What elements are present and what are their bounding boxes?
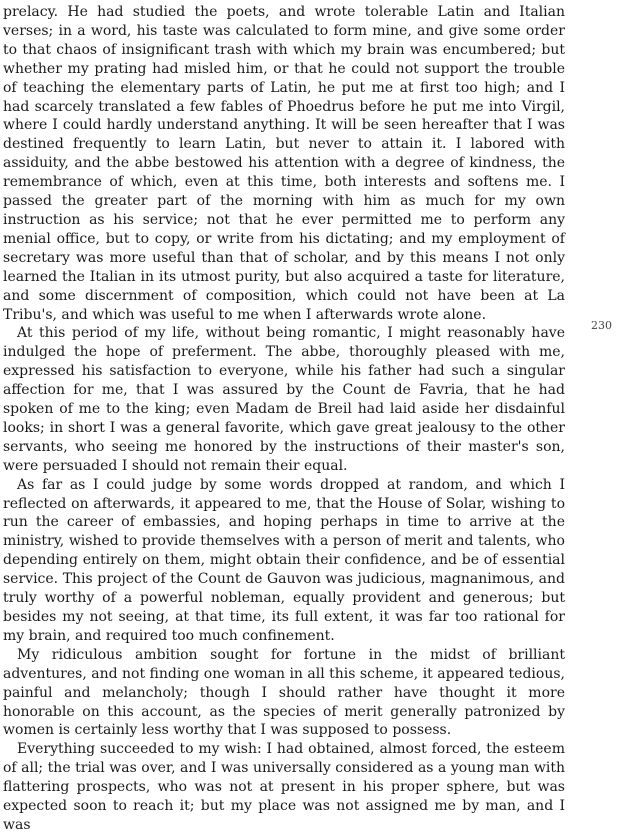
paragraph-preferment: At this period of my life, without being romantic, I might reasonably have indulged the hope of preferment. The abbe, thoroughly pleased with me, expressed his satisfaction to everyone, while his father had such a singular affection for me, that I was assured by the Count de Favria, that he had spoken of me to the king; even Madam de Breil had laid aside her disdainful looks; in short I was a general favorite, which gave great jealousy to the other servants, who seeing me honored by the instructions of their master's son, were persuaded I should not remain their equal. [3,325,565,474]
paragraph-continuation: prelacy. He had studied the poets, and wrote tolerable Latin and Italian verses; in a word, his taste was calculated to form mine, and give some order to that chaos of insignificant trash with which my brain was encumbered; but whether my prating had misled him, or that he could not support the trouble of teaching the elementary parts of Latin, he put me at first too high; and I had scarcely translated a few fables of Phoedrus before he put me into Virgil, where I could hardly understand anything. It will be seen hereafter that I was destined frequently to learn Latin, but never to attain it. I labored with assiduity, and the abbe bestowed his attention with a degree of kindness, the remembrance of which, even at this time, both interests and softens me. I passed the greater part of the morning with him as much for my own instruction as his service; not that he ever permitted me to perform any menial office, but to copy, or write from his dictating; and my employment of secretary was more useful than that of scholar, and by this means I not only learned the Italian in its utmost purity, but also acquired a taste for literature, and some discernment of composition, which could not have been at La Tribu's, and which was useful to me when I afterwards wrote alone. [3,4,565,323]
book-page-text [3,3,565,835]
paragraph-house-of-solar: As far as I could judge by some words dropped at random, and which I reflected on afterwards, it appeared to me, that the House of Solar, wishing to run the career of embassies, and hoping perhaps in time to arrive at the ministry, wished to provide themselves with a person of merit and talents, who depending entirely on them, might obtain their confidence, and be of essential service. This project of the Count de Gauvon was judicious, magnanimous, and truly worthy of a powerful nobleman, equally provident and generous; but besides my not seeing, at that time, its full extent, it was far too rational for my brain, and required too much confinement. [3,476,565,644]
paragraph-everything-succeeded: Everything succeeded to my wish: I had obtained, almost forced, the esteem of all; the trial was over, and I was universally considered as a young man with flattering prospects, who was not at present in his proper sphere, but was expected soon to reach it; but my place was not assigned me by man, and I was [3,741,565,833]
page-number: 230 [591,319,612,332]
paragraph-ambition: My ridiculous ambition sought for fortune in the midst of brilliant adventures, and not finding one woman in all this scheme, it appeared tedious, painful and melancholy; though I should rather have thought it more honorable on this account, as the species of merit generally patronized by women is certainly less worthy that I was supposed to possess. [3,646,565,739]
